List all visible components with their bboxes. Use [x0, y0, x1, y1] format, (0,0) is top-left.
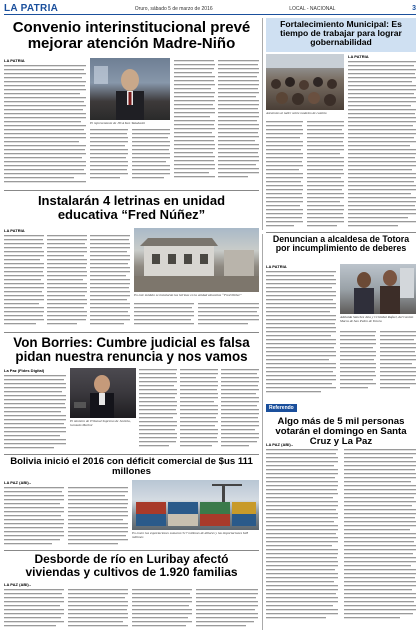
text-lines [139, 368, 259, 452]
photo-audience [266, 54, 344, 110]
headline-fortalecimiento: Fortalecimiento Municipal: Es tiempo de trabajar para lograr gobernabilidad [280, 19, 402, 48]
text-lines [340, 330, 416, 392]
article-letrinas [4, 192, 259, 330]
newspaper-logo: LA PATRIA [4, 3, 59, 14]
text-lines [4, 63, 86, 185]
article-body-referendo [266, 442, 339, 447]
text-lines [90, 128, 170, 184]
photo-speaker [70, 368, 136, 418]
article-totora [266, 234, 416, 394]
section-tag: LOCAL - NACIONAL [289, 5, 336, 12]
article-fortalecimiento [266, 54, 416, 230]
section-label-referendo: Referendo [266, 404, 297, 412]
text-lines [134, 302, 259, 328]
caption-port: En enero las exportaciones sumaron 517 millones de dólares y las importaciones 628 millones [132, 531, 249, 539]
kicker-convenio: LA PATRIA [4, 58, 25, 63]
article-fortalecimiento-header [266, 18, 416, 52]
article-convenio [4, 18, 259, 188]
article-von-borries [4, 334, 259, 452]
masthead [4, 3, 416, 15]
photo-cargo [132, 480, 259, 530]
caption-mariné: El ministro de Tribunal Supremo de Justicia, Gonzalo Mariné [70, 419, 131, 427]
article-body-deficit [4, 480, 64, 485]
kicker-von-borries: La Paz (Fides Digital) [4, 368, 45, 373]
photo-letrinas [134, 228, 259, 292]
headline-letrinas: Instalarán 4 letrinas en unidad educativa “Fred Núñez” [37, 193, 226, 222]
article-body-von-borries [4, 368, 66, 373]
text-lines [174, 58, 259, 186]
article-body-convenio [4, 58, 86, 186]
section-rule [266, 232, 416, 233]
kicker-letrinas: LA PATRIA [4, 228, 25, 233]
photo-taller [266, 54, 344, 110]
column-rule [262, 234, 263, 630]
photo-people [340, 264, 416, 314]
caption-taller: Asistentes al taller sobre modelos de cambio [266, 111, 327, 115]
article-body-fortalecimiento [348, 54, 416, 59]
text-lines [4, 486, 128, 548]
section-rule [4, 550, 259, 551]
headline-deficit: Bolivia inició el 2016 con déficit comercial de $us 111 millones [10, 456, 253, 478]
kicker-deficit: LA PAZ (ABI).- [4, 480, 32, 485]
text-lines [4, 374, 66, 452]
kicker-referendo: LA PAZ (ABI).- [266, 442, 294, 447]
text-lines [266, 120, 344, 230]
photo-port [132, 480, 259, 530]
photo-takahashi [90, 58, 170, 120]
photo-mariné [70, 368, 136, 418]
page-number: 3 [412, 5, 416, 12]
caption-takahashi: El representante de JICA Ken Takahashi [90, 121, 146, 125]
section-rule [4, 190, 259, 191]
kicker-luribay: LA PAZ (ABI).- [4, 582, 32, 587]
dateline: Oruro, sábado 5 de marzo de 2016 [134, 5, 213, 12]
headline-luribay: Desborde de río en Luribay afectó viviendas y cultivos de 1.920 familias [25, 552, 238, 579]
article-body-luribay [4, 582, 64, 587]
headline-referendo: Algo más de 5 mil personas votarán el domingo en Santa Cruz y La Paz [275, 416, 407, 448]
photo-denunciantes [340, 264, 416, 314]
article-luribay [4, 552, 259, 628]
article-referendo [266, 396, 416, 626]
kicker-totora: LA PATRIA [266, 264, 287, 269]
section-rule [4, 332, 259, 333]
section-rule [4, 454, 259, 455]
headline-von-borries: Von Borries: Cumbre judicial es falsa pidan nuestra renuncia y nos vamos [13, 335, 250, 365]
article-body-totora [266, 264, 336, 269]
text-lines [266, 448, 416, 626]
photo-figure [90, 58, 170, 120]
text-lines [266, 270, 336, 394]
column-rule [262, 18, 263, 230]
headline-convenio: Convenio interinstitucional prevé mejorar atención Madre-Niño [12, 19, 251, 52]
caption-denunciantes: Adelaida Sánchez Jala y Cristóbal Rafael, del Cantón Marca de San Pedro de Totora [340, 315, 414, 323]
caption-letrinas: En este módulo se instalarán las letrinas en la unidad educativa “Fred Núñez” [134, 293, 242, 297]
headline-totora: Denuncian a alcaldesa de Totora por incumplimiento de deberes [272, 234, 410, 254]
article-body-letrinas [4, 228, 68, 233]
article-deficit [4, 456, 259, 548]
text-lines [4, 588, 259, 628]
photo-building [134, 228, 259, 292]
kicker-fortalecimiento: LA PATRIA [348, 54, 369, 59]
text-lines [348, 60, 416, 228]
